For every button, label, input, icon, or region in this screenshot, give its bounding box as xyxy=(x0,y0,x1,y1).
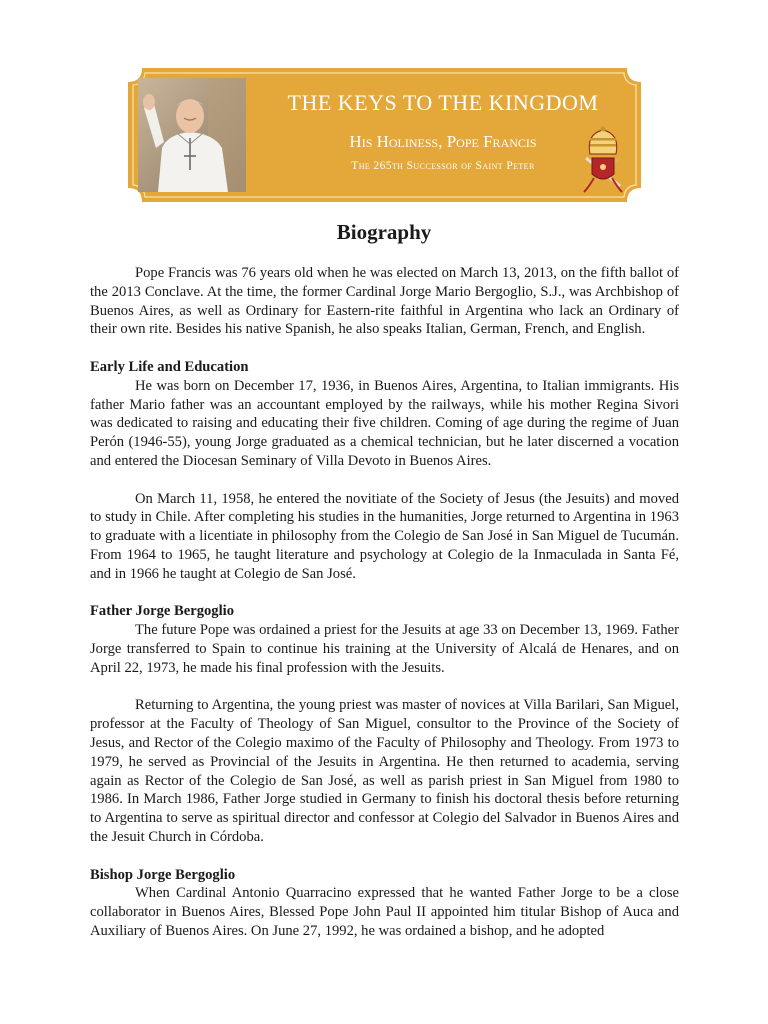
banner-subtitle: His Holiness, Pope Francis xyxy=(349,132,537,151)
paragraph: The future Pope was ordained a priest for the Jesuits at age 33 on December 13, 1969. Father Jorge transferred to Spain to continue his training at the University of Alcalá de Henares, and on April 22, 1973, he made his final profession with the Jesuits. xyxy=(90,622,679,676)
section-heading-early-life: Early Life and Education xyxy=(90,358,249,375)
paragraph: He was born on December 17, 1936, in Buenos Aires, Argentina, to Italian immigrants. His father Mario father was an accountant employed by the railways, while his mother Regina Sivori was dedicated to raising and educating their five children. Coming of age during the regime of Juan Perón (1946-55), young Jorge graduated as a chemical technician, but he later discerned a vocation and entered the Diocesan Seminary of Villa Devoto in Buenos Aires. xyxy=(90,377,679,469)
papal-emblem-icon xyxy=(576,126,630,196)
intro-paragraph: Pope Francis was 76 years old when he was elected on March 13, 2013, on the fifth ballot of the 2013 Conclave. At the time, the former Cardinal Jorge Mario Bergoglio, S.J., was Archbishop of Buenos Aires, as well as Ordinary for Eastern-rite faithful in Argentina who lack an Ordinary of their own rite. Besides his native Spanish, he also speaks Italian, German, French, and English. xyxy=(90,265,679,338)
banner-title: THE KEYS TO THE KINGDOM xyxy=(287,90,599,115)
section-heading-bishop: Bishop Jorge Bergoglio xyxy=(90,866,236,883)
section-heading-father: Father Jorge Bergoglio xyxy=(90,603,235,620)
biography-body xyxy=(90,264,679,941)
paragraph: Returning to Argentina, the young priest was master of novices at Villa Barilari, San Miguel, professor at the Faculty of Theology of San Miguel, consultor to the Province of the Society of Jesus, and Rector of the Colegio maximo of the Faculty of Philosophy and Theology. From 1973 to 1979, he served as Provincial of the Jesuits in Argentina. He then returned to academia, serving again as Rector of the Colegio de San José, as well as parish priest in San Miguel from 1980 to 1986. In March 1986, Father Jorge studied in Germany to finish his doctoral thesis before returning to Argentina to serve as spiritual director and confessor at Colegio del Salvador in Buenos Aires and the Jesuit Church in Córdoba. xyxy=(90,697,679,845)
header-banner xyxy=(128,68,641,202)
banner-tagline: The 265th Successor of Saint Peter xyxy=(351,160,535,172)
paragraph: On March 11, 1958, he entered the novitiate of the Society of Jesus (the Jesuits) and moved to study in Chile. After completing his studies in the humanities, Jorge returned to Argentina in 1963 to graduate with a licentiate in philosophy from the Colegio de San José in San Miguel de Tucumán. From 1964 to 1965, he taught literature and psychology at Colegio de la Inmaculada in Santa Fé, and in 1966 he taught at Colegio de San José. xyxy=(90,490,679,582)
page-title: Biography xyxy=(336,220,432,244)
pope-photo xyxy=(138,78,246,192)
paragraph: When Cardinal Antonio Quarracino expressed that he wanted Father Jorge to be a close collaborator in Buenos Aires, Blessed Pope John Paul II appointed him titular Bishop of Auca and Auxiliary of Buenos Aires. On June 27, 1992, he was ordained a bishop, and he adopted xyxy=(90,885,679,939)
